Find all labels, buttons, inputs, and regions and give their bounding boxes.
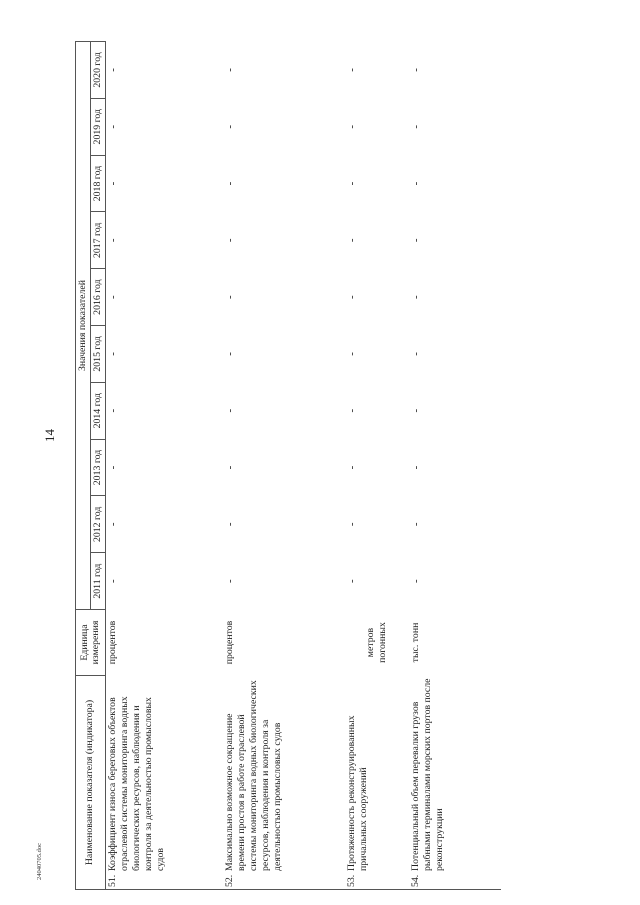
table-row [409, 42, 501, 890]
row-value: - [106, 295, 119, 299]
row-value: - [224, 295, 237, 299]
header-year: 2018 год [90, 155, 105, 212]
row-value: - [224, 68, 237, 72]
row-value: - [410, 238, 423, 243]
row-number: 54. [410, 874, 422, 887]
header-year: 2016 год [90, 269, 105, 326]
row-value: - [224, 408, 237, 413]
header-year: 2013 год [90, 439, 105, 496]
row-value: - [346, 408, 359, 413]
header-year: 2014 год [90, 382, 105, 439]
row-value: - [224, 465, 237, 470]
header-name: Наименование показателя (индикатора) [76, 676, 106, 890]
row-value: - [346, 181, 359, 186]
row-number: 52. [224, 874, 236, 887]
row-value: - [410, 124, 423, 129]
row-value: - [106, 68, 119, 72]
row-value: - [224, 238, 237, 243]
row-unit: метров погонных [365, 622, 389, 663]
row-value: - [346, 465, 359, 470]
row-value: - [224, 352, 237, 356]
row-value: - [224, 124, 237, 129]
row-name: Протяженность реконструированных причальных сооружений [346, 715, 370, 871]
row-name-cell [105, 676, 223, 890]
row-value: - [106, 408, 119, 413]
row-value: - [106, 579, 119, 583]
header-year: 2012 год [90, 496, 105, 553]
row-value: - [346, 352, 359, 356]
row-value: - [106, 124, 119, 129]
row-unit: процентов [224, 620, 236, 665]
row-number: 53. [346, 874, 358, 887]
header-year: 2020 год [90, 42, 105, 99]
row-unit: процентов [106, 620, 118, 665]
row-unit: тыс. тонн [410, 622, 422, 663]
footer-filename: 24040705.doc [36, 842, 43, 880]
row-value: - [410, 295, 423, 299]
indicators-table [75, 41, 501, 890]
row-name: Потенциальный объем перевалки грузов рыбными терминалами морских портов после реконструкции [410, 678, 446, 871]
row-number: 51. [106, 874, 118, 887]
row-value: - [106, 181, 119, 186]
row-value: - [346, 68, 359, 72]
header-year: 2019 год [90, 98, 105, 155]
header-unit: Единица измерения [76, 610, 106, 676]
row-value: - [106, 238, 119, 243]
row-value: - [410, 522, 423, 527]
row-name-cell [345, 676, 409, 890]
row-value: - [410, 465, 423, 470]
table-row [223, 42, 345, 890]
table-row [345, 42, 409, 890]
rotated-table-container [75, 42, 635, 890]
row-value: - [224, 579, 237, 583]
row-value: - [410, 408, 423, 413]
row-value: - [106, 465, 119, 470]
row-value: - [346, 522, 359, 527]
header-year: 2017 год [90, 212, 105, 269]
row-value: - [224, 522, 237, 527]
header-year: 2011 год [90, 553, 105, 610]
row-value: - [410, 181, 423, 186]
row-value: - [346, 579, 359, 583]
row-value: - [346, 238, 359, 243]
header-values-group: Значения показателей [76, 42, 91, 610]
header-year: 2015 год [90, 326, 105, 383]
table-row [105, 42, 223, 890]
row-name: Коэффициент износа береговых объектов отраслевой системы мониторинга водных биологических ресурсов, наблюдения и контроля за деятельностью промысловых судов [106, 696, 166, 871]
row-value: - [106, 352, 119, 356]
row-value: - [106, 522, 119, 527]
row-name: Максимально возможное сокращение времени простоя в работе отраслевой системы мониторинга водных биологических ресурсов, наблюдения и контроля за деятельностью промысловых судов [224, 680, 284, 871]
row-value: - [346, 295, 359, 299]
page-number: 14 [42, 429, 57, 442]
row-name-cell [223, 676, 345, 890]
row-value: - [224, 181, 237, 186]
row-value: - [410, 352, 423, 356]
row-value: - [410, 579, 423, 583]
row-value: - [410, 68, 423, 72]
row-name-cell [409, 676, 501, 890]
row-value: - [346, 124, 359, 129]
